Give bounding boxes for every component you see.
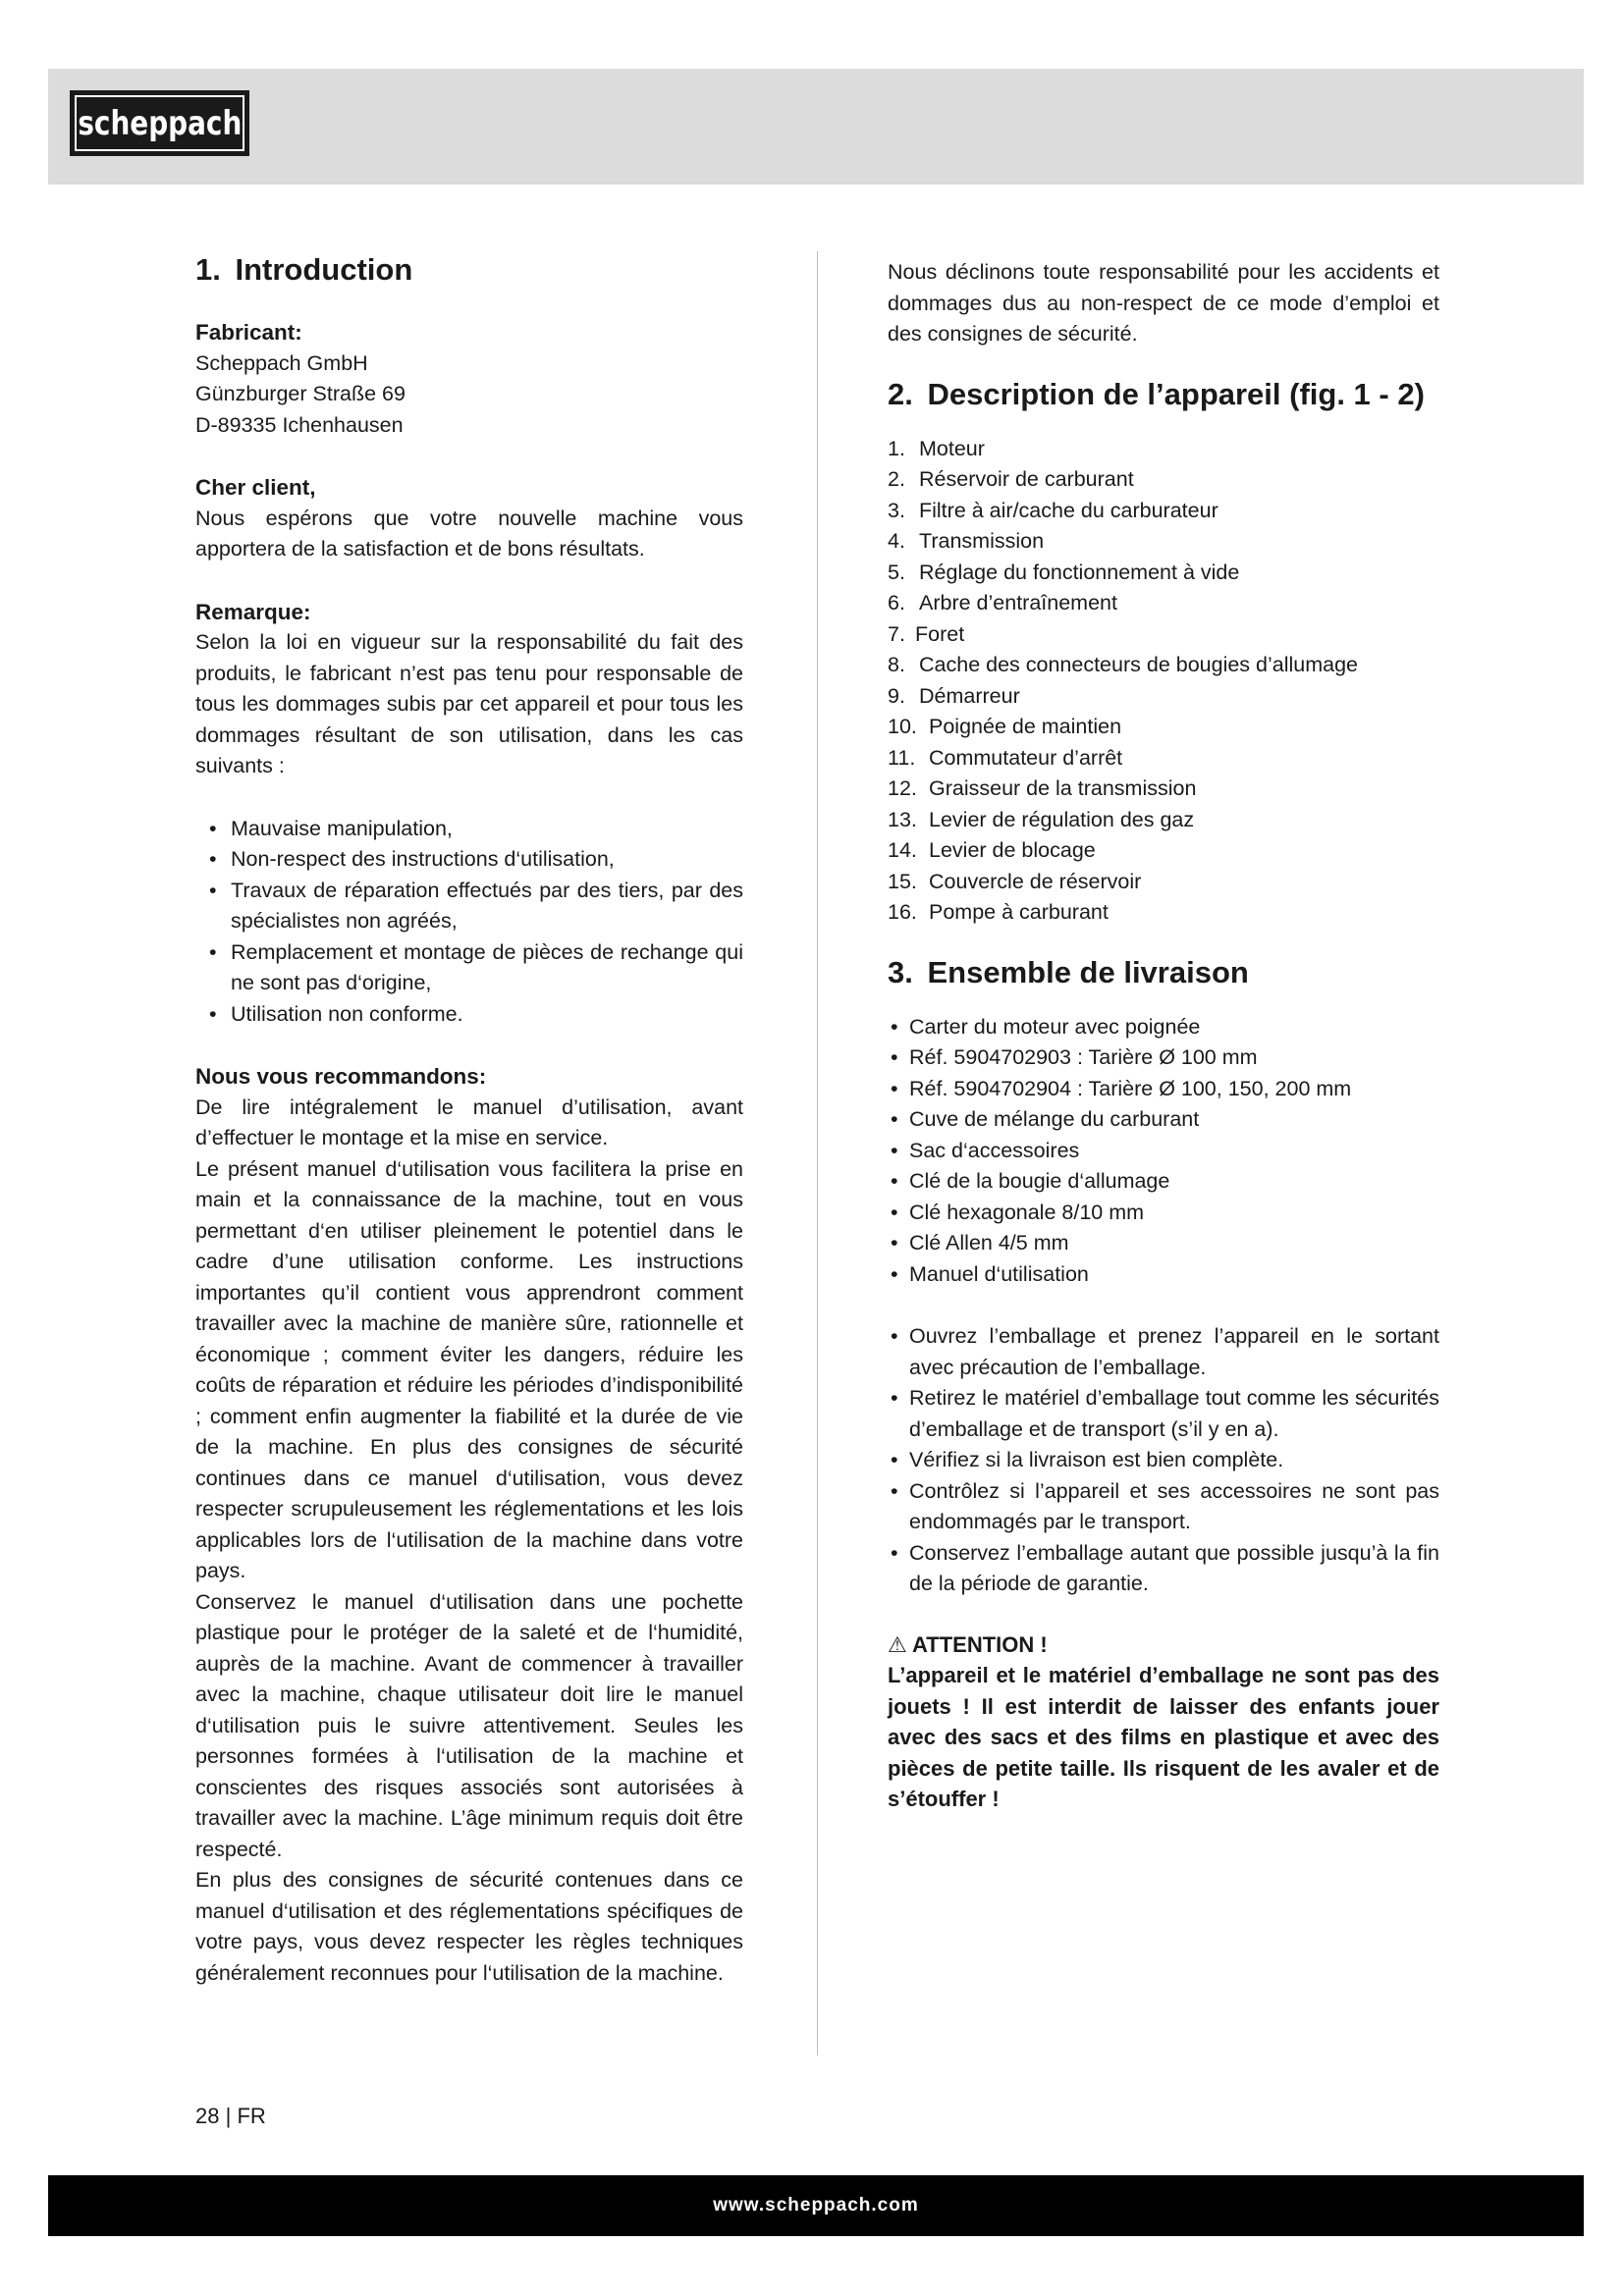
delivery-items-list xyxy=(888,1012,1439,1291)
recommend-paragraph: De lire intégralement le manuel d’utilisation, avant d’effectuer le montage et la mise en service. xyxy=(195,1095,743,1150)
remark-text: Selon la loi en vigueur sur la responsabilité du fait des produits, le fabricant n’est pas tenu pour responsable de tous les dommages subis par cet appareil et pour tous les dommages résultant de son utilisation, dans les cas suivants : xyxy=(195,630,743,778)
list-item: • Remplacement et montage de pièces de rechange qui ne sont pas d‘origine, xyxy=(195,937,743,999)
liability-exclusions-list xyxy=(195,814,743,1031)
left-column xyxy=(195,251,743,1989)
list-item: 5. Réglage du fonctionnement à vide xyxy=(888,560,1240,584)
page-number: 28 | FR xyxy=(195,2104,266,2128)
list-item: 13. Levier de régulation des gaz xyxy=(888,807,1195,831)
list-item: • Mauvaise manipulation, xyxy=(195,814,743,845)
list-item: • Contrôlez si l’appareil et ses accessoires ne sont pas endommagés par le transport. xyxy=(888,1476,1439,1538)
page-header xyxy=(48,69,1584,185)
list-item: • Travaux de réparation effectués par des tiers, par des spécialistes non agréés, xyxy=(195,876,743,937)
dear-client-text: Nous espérons que votre nouvelle machine vous apportera de la satisfaction et de bons résultats. xyxy=(195,506,743,561)
attention-heading: ⚠ ATTENTION ! xyxy=(888,1631,1048,1657)
list-item: • Clé Allen 4/5 mm xyxy=(888,1228,1439,1259)
list-item: • Réf. 5904702903 : Tarière Ø 100 mm xyxy=(888,1042,1439,1074)
section-title-description: 2. Description de l’appareil (fig. 1 - 2) xyxy=(888,376,1425,411)
list-item: 15. Couvercle de réservoir xyxy=(888,869,1142,893)
list-item: 14. Levier de blocage xyxy=(888,838,1096,863)
list-item: 4. Transmission xyxy=(888,529,1045,554)
dear-client-label: Cher client, xyxy=(195,475,316,501)
disclaimer-text: Nous déclinons toute responsabilité pour les accidents et dommages dus au non-respect de ce mode d’emploi et des consignes de sécurité. xyxy=(888,260,1439,346)
list-item: 2. Réservoir de carburant xyxy=(888,467,1134,492)
list-item: • Réf. 5904702904 : Tarière Ø 100, 150, 200 mm xyxy=(888,1074,1439,1105)
list-item: 16. Pompe à carburant xyxy=(888,900,1109,925)
list-item: 9. Démarreur xyxy=(888,683,1020,708)
list-item: 12. Graisseur de la transmission xyxy=(888,776,1197,801)
section-title-delivery: 3. Ensemble de livraison xyxy=(888,954,1249,989)
attention-text: L’appareil et le matériel d’emballage ne sont pas des jouets ! Il est interdit de laisser des enfants jouer avec des sacs et des films en plastique et avec des pièces de petite taille. Ils risquent de les avaler et de s’étouffer ! xyxy=(888,1663,1439,1812)
list-item: 3. Filtre à air/cache du carburateur xyxy=(888,498,1218,522)
remark-label: Remarque: xyxy=(195,599,311,624)
list-item: 6. Arbre d’entraînement xyxy=(888,591,1117,615)
recommend-paragraph: Conservez le manuel d‘utilisation dans une pochette plastique pour le protéger de la saleté et de l‘humidité, auprès de la machine. Avant de commencer à travailler avec la machine, chaque utilisateur doit lire le manuel d‘utilisation puis le suivre attentivement. Seules les personnes formées à l‘utilisation de la machine et conscientes des risques associés sont autorisées à travailler avec la machine. L’âge minimum requis doit être respecté. xyxy=(195,1589,743,1861)
brand-logo xyxy=(70,90,249,156)
list-item: • Retirez le matériel d’emballage tout comme les sécurités d’emballage et de transport (s’il y en a). xyxy=(888,1383,1439,1445)
manufacturer-name: Scheppach GmbH xyxy=(195,350,368,375)
list-item: • Non-respect des instructions d‘utilisation, xyxy=(195,844,743,876)
recommend-label: Nous vous recommandons: xyxy=(195,1064,487,1090)
manufacturer-city: D-89335 Ichenhausen xyxy=(195,412,404,437)
list-item: • Vérifiez si la livraison est bien complète. xyxy=(888,1445,1439,1476)
parts-list xyxy=(888,434,1439,929)
logo-text: scheppach xyxy=(78,103,243,143)
right-column xyxy=(888,251,1439,1815)
warning-icon: ⚠ xyxy=(888,1631,907,1657)
list-item: • Sac d‘accessoires xyxy=(888,1136,1439,1167)
unpacking-steps-list xyxy=(888,1321,1439,1600)
recommend-paragraph: Le présent manuel d‘utilisation vous facilitera la prise en main et la connaissance de la machine, tout en vous permettant d‘en utiliser pleinement le potentiel dans le cadre d’une utilisation conforme. Les instructions importantes qu’il contient vous apprendront comment travailler avec la machine de manière sûre, rationnelle et économique ; comment éviter les dangers, réduire les coûts de réparation et réduire les périodes d’indisponibilité ; comment enfin augmenter la fiabilité et la durée de vie de la machine. En plus des consignes de sécurité continues dans ce manuel d‘utilisation, vous devez respecter scrupuleusement les réglementations et les lois applicables lors de l‘utilisation de la machine dans votre pays. xyxy=(195,1156,743,1583)
list-item: 10. Poignée de maintien xyxy=(888,715,1122,739)
list-item: • Carter du moteur avec poignée xyxy=(888,1012,1439,1043)
list-item: 11. Commutateur d’arrêt xyxy=(888,745,1123,770)
section-title-introduction: 1. Introduction xyxy=(195,252,413,287)
website-url: www.scheppach.com xyxy=(713,2195,919,2216)
list-item: 1. Moteur xyxy=(888,436,985,460)
column-divider xyxy=(817,251,818,2056)
manufacturer-label: Fabricant: xyxy=(195,320,302,346)
list-item: • Clé hexagonale 8/10 mm xyxy=(888,1198,1439,1229)
list-item: • Clé de la bougie d‘allumage xyxy=(888,1166,1439,1198)
list-item: 8. Cache des connecteurs de bougies d’allumage xyxy=(888,653,1359,677)
list-item: 7. Foret xyxy=(888,621,965,646)
list-item: • Manuel d‘utilisation xyxy=(888,1259,1439,1291)
recommend-paragraph: En plus des consignes de sécurité contenues dans ce manuel d‘utilisation et des réglementations spécifiques de votre pays, vous devez respecter les règles techniques généralement reconnues pour l‘utilisation de la machine. xyxy=(195,1868,743,1985)
list-item: • Conservez l’emballage autant que possible jusqu’à la fin de la période de garantie. xyxy=(888,1538,1439,1600)
footer-bar xyxy=(48,2175,1584,2236)
list-item: • Ouvrez l’emballage et prenez l’appareil en le sortant avec précaution de l’emballage. xyxy=(888,1321,1439,1383)
list-item: • Cuve de mélange du carburant xyxy=(888,1104,1439,1136)
manufacturer-street: Günzburger Straße 69 xyxy=(195,382,406,406)
list-item: • Utilisation non conforme. xyxy=(195,999,743,1031)
